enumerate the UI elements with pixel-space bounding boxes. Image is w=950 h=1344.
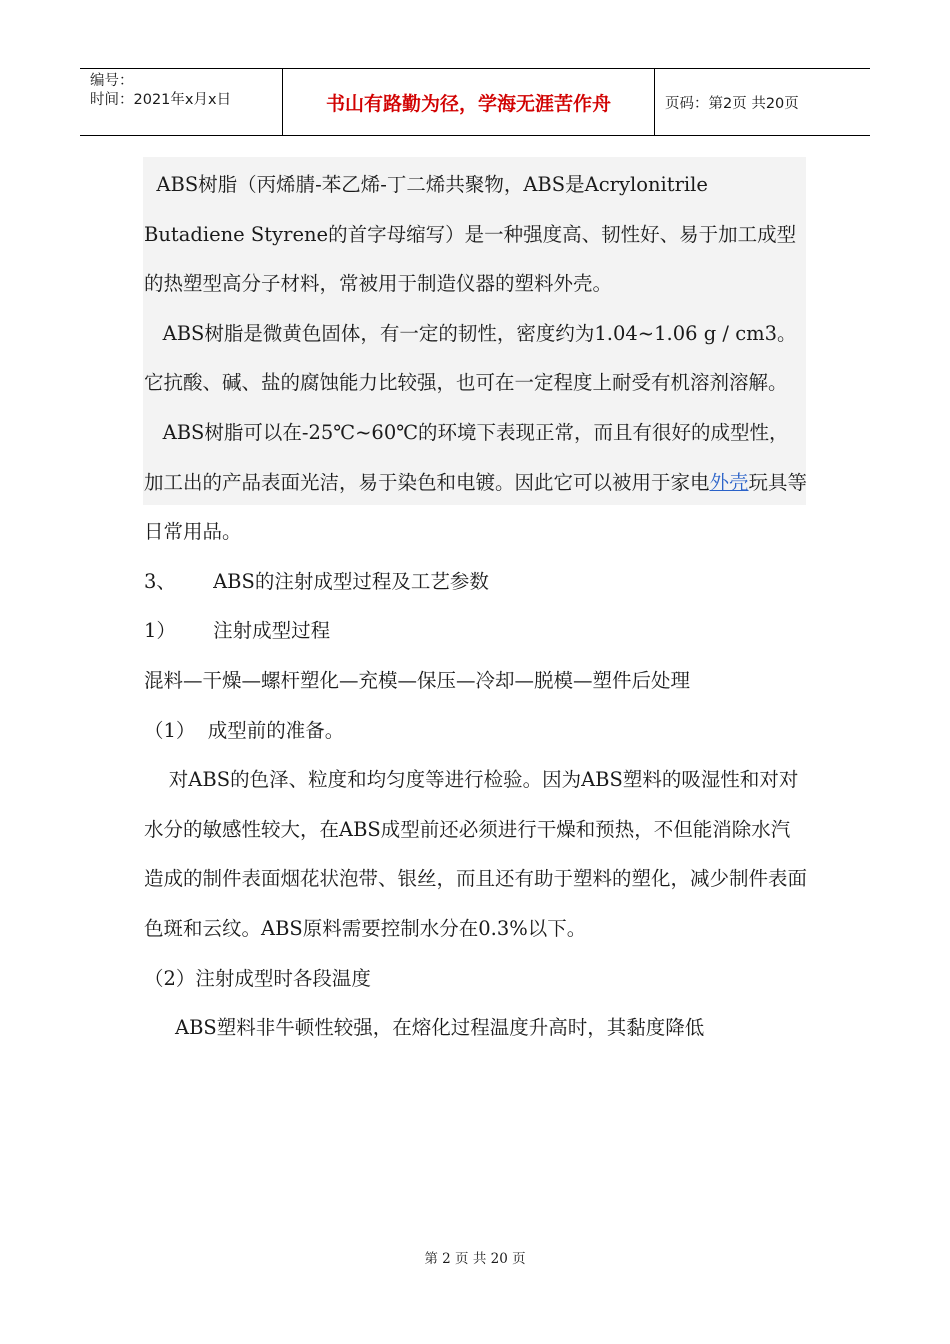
page-header (80, 68, 870, 136)
process-flow: 混料—干燥—螺杆塑化—充模—保压—冷却—脱模—塑件后处理 (144, 668, 691, 692)
subheading-temperature: （2）注射成型时各段温度 (144, 966, 371, 990)
header-motto: 书山有路勤为径，学海无涯苦作舟 (283, 69, 655, 135)
header-meta (80, 69, 283, 135)
subheading-preparation: （1） 成型前的准备。 (144, 718, 345, 742)
header-page-info: 页码：第2页 共20页 (665, 95, 799, 112)
paragraph-preparation: 对ABS的色泽、粒度和均匀度等进行检验。因为ABS塑料的吸湿性和对对水分的敏感性较大，在ABS成型前还必须进行干燥和预热，不但能消除水汽造成的制件表面烟花状泡带、银丝，而且还有助于塑料的塑化，减少制件表面色斑和云纹。ABS原料需要控制水分在0.3%以下。 (144, 768, 808, 940)
paragraph-text-before-link: ABS树脂可以在-25℃~60℃的环境下表现正常，而且有很好的成型性，加工出的产品表面光洁，易于染色和电镀。因此它可以被用于家电 (144, 420, 789, 494)
paragraph-temperature: ABS塑料非牛顿性较强，在熔化过程温度升高时，其黏度降低 (144, 1016, 705, 1040)
document-number-label: 编号： (90, 73, 134, 89)
document-time-label: 时间：2021年x月x日 (90, 92, 232, 108)
document-body (144, 160, 808, 1053)
section-heading-3: 3、 ABS的注射成型过程及工艺参数 (144, 569, 489, 593)
page-footer: 第 2 页 共 20 页 (424, 1251, 526, 1267)
paragraph-abs-definition: ABS树脂（丙烯腈-苯乙烯-丁二烯共聚物，ABS是Acrylonitrile Butadiene Styrene的首字母缩写）是一种强度高、韧性好、易于加工成型的热塑型高分子材料，常被用于制造仪器的塑料外壳。 (144, 173, 797, 296)
paragraph-abs-properties: ABS树脂是微黄色固体，有一定的韧性，密度约为1.04~1.06 g / cm3。它抗酸、碱、盐的腐蚀能力比较强，也可在一定程度上耐受有机溶剂溶解。 (144, 321, 797, 395)
paragraph-text-after-link: 玩具等日常用品。 (144, 470, 808, 544)
paragraph-abs-applications (144, 408, 808, 557)
section-heading-1: 1） 注射成型过程 (144, 619, 331, 643)
link-housing[interactable]: 外壳 (709, 470, 749, 494)
